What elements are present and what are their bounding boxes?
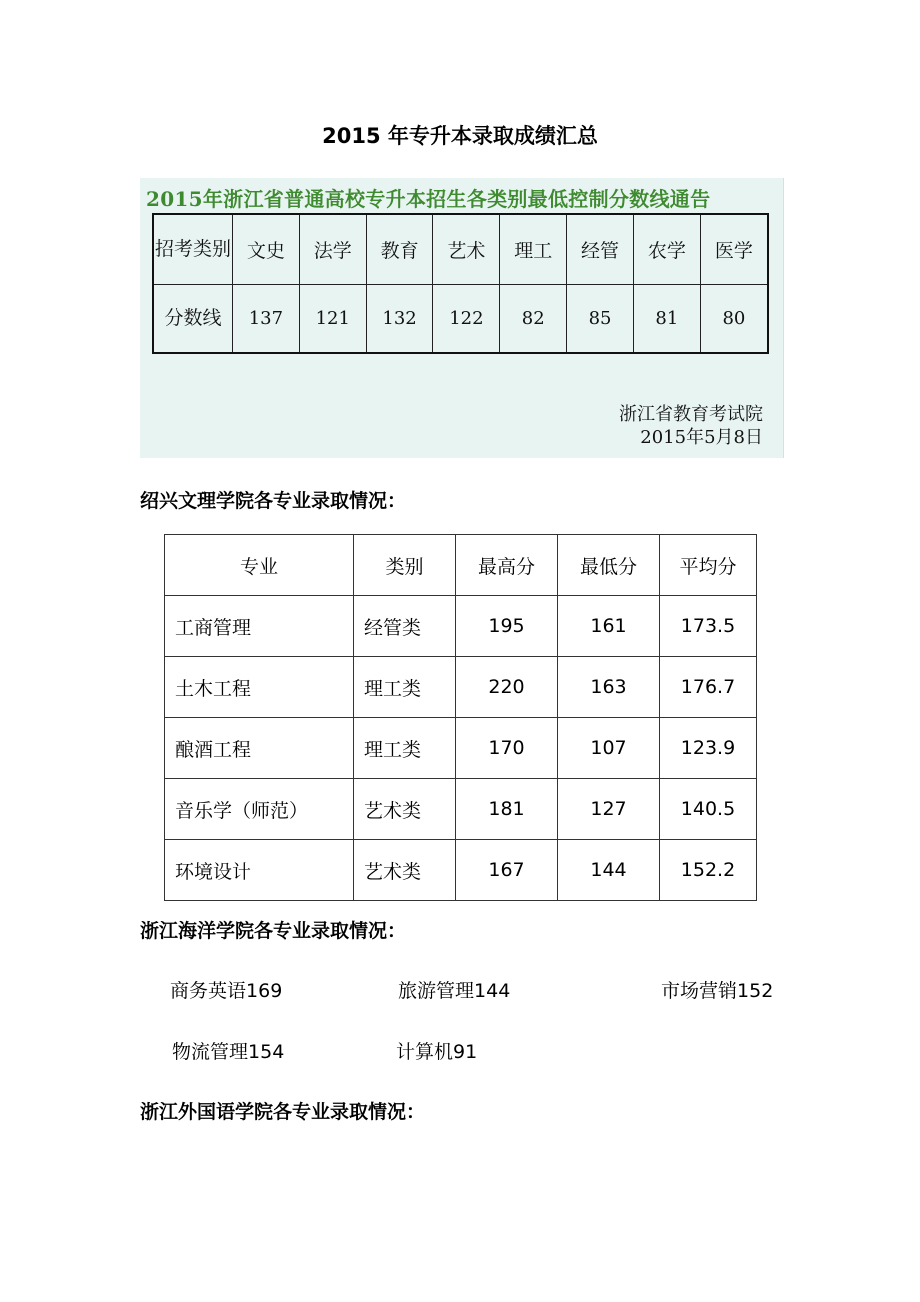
- column-header: 最低分: [558, 535, 660, 596]
- notice-score: 81: [633, 284, 700, 353]
- notice-score-row: [153, 284, 768, 353]
- max-score-cell: 220: [456, 657, 558, 718]
- ocean-major-item: 旅游管理144: [398, 980, 511, 1002]
- table-row: [165, 657, 757, 718]
- avg-score-cell: 140.5: [660, 779, 757, 840]
- notice-category: 法学: [299, 214, 366, 284]
- table-header-row: [165, 535, 757, 596]
- avg-score-cell: 173.5: [660, 596, 757, 657]
- table-row: [165, 596, 757, 657]
- major-cell: 音乐学（师范）: [165, 779, 354, 840]
- column-header: 专业: [165, 535, 354, 596]
- table-row: [165, 840, 757, 901]
- category-cell: 理工类: [354, 657, 456, 718]
- major-cell: 酿酒工程: [165, 718, 354, 779]
- major-cell: 工商管理: [165, 596, 354, 657]
- notice-score: 82: [500, 284, 567, 353]
- notice-category: 教育: [366, 214, 433, 284]
- foreign-heading: 浙江外国语学院各专业录取情况：: [140, 1101, 426, 1123]
- notice-title: 2015年浙江省普通高校专升本招生各类别最低控制分数线通告: [146, 187, 711, 211]
- notice-score: 80: [700, 284, 768, 353]
- notice-score: 85: [567, 284, 634, 353]
- max-score-cell: 195: [456, 596, 558, 657]
- notice-category: 文史: [233, 214, 300, 284]
- column-header: 最高分: [456, 535, 558, 596]
- major-cell: 土木工程: [165, 657, 354, 718]
- avg-score-cell: 123.9: [660, 718, 757, 779]
- notice-category: 农学: [633, 214, 700, 284]
- notice-score: 122: [433, 284, 500, 353]
- shaoxing-admission-table: [164, 534, 757, 901]
- score-notice-image: [140, 178, 784, 458]
- notice-score: 132: [366, 284, 433, 353]
- notice-category: 医学: [700, 214, 768, 284]
- ocean-major-item: 计算机91: [396, 1041, 478, 1063]
- min-score-cell: 163: [558, 657, 660, 718]
- min-score-cell: 161: [558, 596, 660, 657]
- max-score-cell: 181: [456, 779, 558, 840]
- min-score-cell: 127: [558, 779, 660, 840]
- max-score-cell: 167: [456, 840, 558, 901]
- notice-category: 经管: [567, 214, 634, 284]
- document-title: 2015 年专升本录取成绩汇总: [322, 124, 598, 148]
- notice-category-row: [153, 214, 768, 284]
- ocean-major-item: 市场营销152: [661, 980, 774, 1002]
- avg-score-cell: 176.7: [660, 657, 757, 718]
- min-score-cell: 144: [558, 840, 660, 901]
- notice-score-label: 分数线: [153, 284, 233, 353]
- notice-category: 理工: [500, 214, 567, 284]
- table-row: [165, 718, 757, 779]
- notice-score: 121: [299, 284, 366, 353]
- min-score-cell: 107: [558, 718, 660, 779]
- table-row: [165, 779, 757, 840]
- category-cell: 艺术类: [354, 779, 456, 840]
- ocean-major-item: 商务英语169: [170, 980, 283, 1002]
- ocean-major-item: 物流管理154: [172, 1041, 285, 1063]
- column-header: 类别: [354, 535, 456, 596]
- column-header: 平均分: [660, 535, 757, 596]
- category-cell: 艺术类: [354, 840, 456, 901]
- major-cell: 环境设计: [165, 840, 354, 901]
- ocean-heading: 浙江海洋学院各专业录取情况：: [140, 920, 407, 942]
- notice-category: 艺术: [433, 214, 500, 284]
- category-cell: 理工类: [354, 718, 456, 779]
- max-score-cell: 170: [456, 718, 558, 779]
- avg-score-cell: 152.2: [660, 840, 757, 901]
- notice-date: 2015年5月8日: [640, 427, 763, 448]
- notice-header-label: 招考类别: [153, 214, 233, 284]
- notice-score-table: [152, 213, 769, 354]
- notice-score: 137: [233, 284, 300, 353]
- category-cell: 经管类: [354, 596, 456, 657]
- shaoxing-heading: 绍兴文理学院各专业录取情况：: [140, 490, 407, 512]
- notice-issuer: 浙江省教育考试院: [619, 404, 763, 425]
